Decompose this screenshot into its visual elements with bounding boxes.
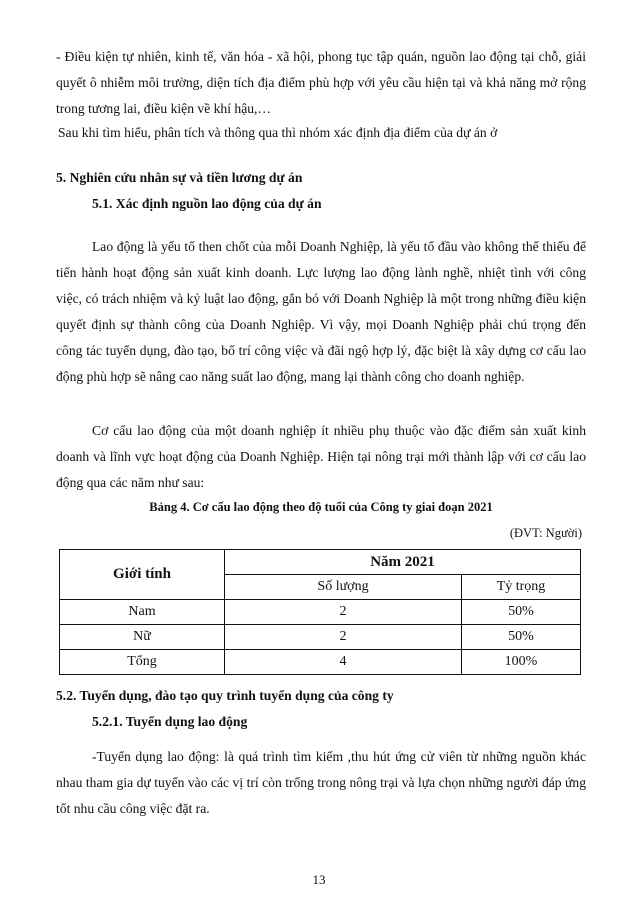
section-heading-5-2: 5.2. Tuyển dụng, đào tạo quy trình tuyển dụng của công ty	[56, 688, 394, 703]
paragraph-conditions: - Điều kiện tự nhiên, kinh tế, văn hóa - xã hội, phong tục tập quán, nguồn lao động tại chỗ, giải quyết ô nhiễm môi trường, diện tích địa điểm phù hợp với yêu cầu hiện tại và khả năng mở rộng trong tương lai, điều kiện về khí hậu,…	[56, 49, 586, 116]
header-quantity: Số lượng	[225, 575, 462, 600]
paragraph-labor-importance: Lao động là yếu tố then chốt của mỗi Doanh Nghiệp, là yếu tố đầu vào không thể thiếu để tiến hành hoạt động sản xuất kinh doanh. Lực lượng lao động lành nghề, nhiệt tình với công việc, có trách nhiệm và kỷ luật lao động, gắn bó với Doanh Nghiệp là một trong những điều kiện quyết định sự thành công của Doanh Nghiệp. Vì vậy, mọi Doanh Nghiệp phải chú trọng đến công tác tuyển dụng, đào tạo, bố trí công việc và đãi ngộ hợp lý, đặc biệt là xây dựng cơ cấu lao động phù hợp sẽ nâng cao năng suất lao động, mang lại thành công cho doanh nghiệp.	[56, 239, 586, 384]
row-ratio: 50%	[462, 625, 581, 650]
labor-structure-table	[59, 549, 581, 675]
header-gender: Giới tính	[60, 550, 225, 600]
table-row	[60, 650, 581, 675]
section-heading-5-1: 5.1. Xác định nguồn lao động của dự án	[92, 196, 322, 211]
paragraph-labor-structure: Cơ cấu lao động của một doanh nghiệp ít nhiều phụ thuộc vào đặc điểm sản xuất kinh doanh và lĩnh vực hoạt động của Doanh Nghiệp. Hiện tại nông trại mới thành lập với cơ cấu lao động qua các năm như sau:	[56, 423, 586, 490]
row-label: Tổng	[60, 650, 225, 675]
table-header-row	[60, 550, 581, 575]
table-row	[60, 625, 581, 650]
table-unit: (ĐVT: Người)	[509, 526, 582, 540]
row-quantity: 2	[225, 600, 462, 625]
row-quantity: 2	[225, 625, 462, 650]
paragraph-location: Sau khi tìm hiểu, phân tích và thông qua thì nhóm xác định địa điểm của dự án ở	[58, 125, 498, 140]
header-ratio: Tỷ trọng	[462, 575, 581, 600]
table-caption: Bảng 4. Cơ cấu lao động theo độ tuổi của Công ty giai đoạn 2021	[149, 500, 493, 514]
row-ratio: 100%	[462, 650, 581, 675]
table-row	[60, 600, 581, 625]
section-heading-5: 5. Nghiên cứu nhân sự và tiền lương dự án	[56, 170, 303, 185]
row-quantity: 4	[225, 650, 462, 675]
row-ratio: 50%	[462, 600, 581, 625]
header-year: Năm 2021	[225, 550, 581, 575]
paragraph-recruitment: -Tuyển dụng lao động: là quá trình tìm kiếm ,thu hút ứng cử viên từ những nguồn khác nhau tham gia dự tuyển vào các vị trí còn trống trong nông trại và lựa chọn những người đáp ứng tốt nhu cầu công việc đặt ra.	[56, 749, 586, 816]
page-number: 13	[312, 872, 326, 887]
row-label: Nam	[60, 600, 225, 625]
section-heading-5-2-1: 5.2.1. Tuyển dụng lao động	[92, 714, 248, 729]
row-label: Nữ	[60, 625, 225, 650]
